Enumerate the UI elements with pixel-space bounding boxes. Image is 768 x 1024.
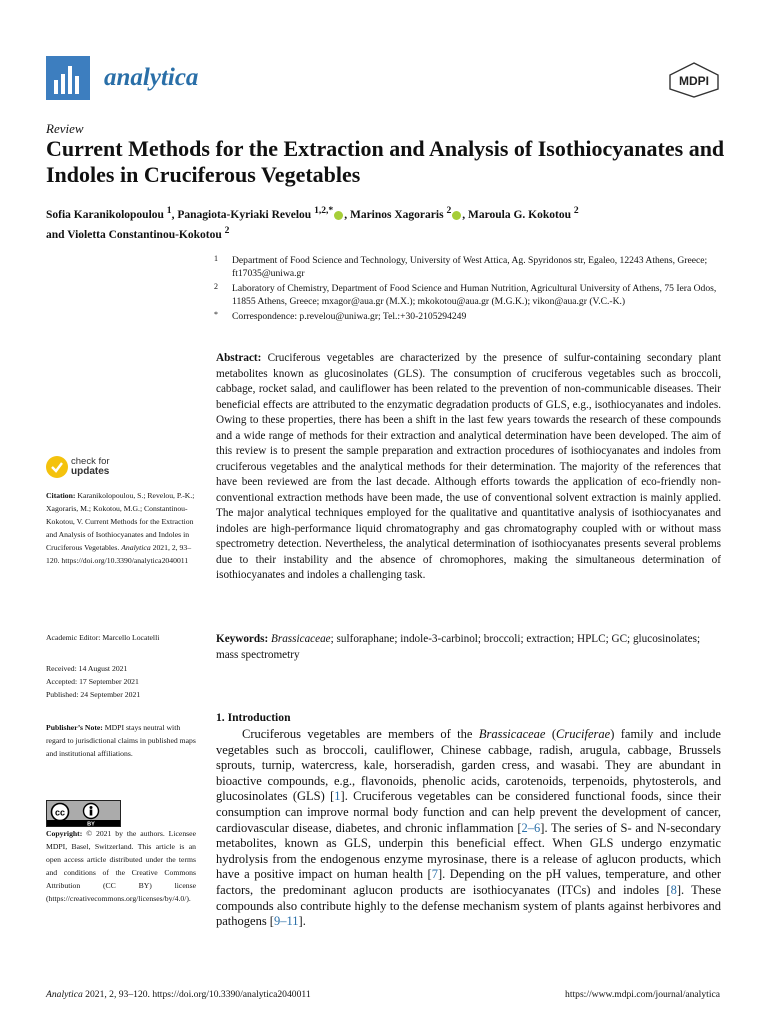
citation-link[interactable]: 1 [334,789,341,804]
citation-text: Karanikolopoulou, S.; Revelou, P.-K.; Xagoraris, M.; Kokotou, M.G.; Constantinou-Kokotou, V. Current Methods for the Extraction and Analysis of Isothiocyanates and Indoles in Cruciferous Vegetables. [46,491,195,552]
orcid-icon[interactable] [452,211,461,220]
publisher-note [46,721,196,760]
copyright-text: © 2021 by the authors. Licensee MDPI, Basel, Switzerland. This article is an open access article distributed under the terms and conditions of the Creative Commons Attribution (CC BY) license (https://creativecommons.org/licenses/by/4.0/). [46,829,196,903]
author-list: Sofia Karanikolopoulou $^1$, Panagiota-Kyriaki Revelou $^{1,2,*}$ , Marinos Xagoraris $^2$ , Maroula G. Kokotou $^2$ and Violetta Constantinou-Kokotou $^2$ [46,205,579,241]
citation-link[interactable]: 9–11 [273,914,299,929]
author-5[interactable]: Violetta Constantinou-Kokotou [67,228,222,241]
published-date: Published: 24 September 2021 [46,690,141,699]
correspondence: * Correspondence: p.revelou@uniwa.gr; Tel.:+30-2105294249 [214,310,467,322]
author-1[interactable]: Sofia Karanikolopoulou [46,208,164,221]
abstract [216,351,721,584]
article-title: Current Methods for the Extraction and Analysis of Isothiocyanates and Indoles in Cruciferous Vegetables [46,136,725,187]
author-5-affil: 2 [224,224,230,236]
citation-tail: 2021, 2, 93–120. https://doi.org/10.3390/analytica2040011 [46,543,192,565]
svg-text:cc: cc [54,807,66,818]
affiliation-2: 2 Laboratory of Chemistry, Department of Food Science and Human Nutrition, Agricultural University of Athens, 75 Iera Odos, 11855 Athens, Greece; mxagor@aua.gr (M.X.); mkokotou@aua.gr (M.G.K.); vikon@aua.gr (V.C.-K.) [214,282,717,307]
check-label-1: check for [71,456,110,467]
check-for-updates-button[interactable] [46,454,166,482]
journal-logo-icon [46,56,90,100]
author-3[interactable]: Marinos Xagoraris [349,208,444,221]
abstract-text: Cruciferous vegetables are characterized by the presence of sulfur-containing secondary plant metabolites known as glucosinolates (GLS). The consumption of cruciferous vegetables such as broccoli, cabbage, rocket salad, and cauliflower has been related to the prevention of non-communicable diseases. Their beneficial effects are attributed to the enzymatic degradation products of GLS, e.g., isothiocyanates and indoles. Owing to these properties, there has been a shift in the last few years towards the research of these compounds and a wide range of methods for their extraction and analytical determination have been developed. The aim of this review is to present the sample preparation and extraction procedures of isothiocyanates and indoles from cruciferous vegetables and the analytical methods for their determination. The majority of the references that have been reviewed are from the last decade. Although efforts towards the application of eco-friendly non-conventional extraction methods have been made, the use of conventional solvent extraction is mainly applied. The major analytical techniques employed for the qualitative and quantitative analysis of isothiocyanates and indoles are high-performance liquid chromatography and gas chromatography coupled with or without mass spectrometry detection. Nevertheless, the analytical determination of isothiocyanates presents several problems due to their instability and the absence of chromophores, making the simultaneous determination of isothiocyanates and indoles a challenging task. [216,352,721,581]
author-5-prefix: and [46,228,65,241]
footer-tail: 2021, 2, 93–120. https://doi.org/10.3390/analytica2040011 [85,989,311,1000]
dates [46,662,196,701]
intro-paragraph: Cruciferous vegetables are members of the Brassicaceae (Cruciferae) family and include vegetables such as broccoli, cauliflower, Chinese cabbage, radish, arugula, cabbage, Brussels sprouts, turnip, watercress, kale, horseradish, garden cress, and wasabi. They are abundant in bioactive compounds, e.g., flavonoids, phenolic acids, carotenoids, terpenoids, phytosterols, and glucosinolates (GLS) [1]. Cruciferous vegetables can be considered functional foods, since their consumption can improve normal body function and can help prevent the development of cancer, cardiovascular disease, diabetes, and chronic inflammation [2–6]. The series of S- and N-secondary metabolites, known as GLS, underpin this beneficial effect. When GLS undergo enzymatic hydrolysis from the endogenous enzyme myrosinase, there is a release of aglucon products, which have a positive impact on human health [7]. Depending on the pH values, temperature, and other factors, the predominant aglucon products are isothiocyanates (ITCs) and indoles [8]. These compounds also contribute highly to the defense mechanism system of plants against herbivores and pathogens [9–11]. [216,727,721,929]
author-2[interactable]: Panagiota-Kyriaki Revelou [177,208,312,221]
received-date: Received: 14 August 2021 [46,664,128,673]
citation-link[interactable]: 8 [670,882,677,897]
footer-journal: Analytica [46,989,83,1000]
citation [46,489,196,567]
citation-journal: Analytica [121,543,151,552]
citation-link[interactable]: 2–6 [521,820,541,835]
keywords [216,632,721,663]
citation-label: Citation: [46,491,76,500]
author-2-affil: 1,2,* [314,205,334,216]
affiliations [214,254,724,325]
copyright [46,827,196,905]
footer-citation [46,989,311,1000]
orcid-icon[interactable] [334,211,343,220]
mdpi-logo-text: MDPI [679,74,709,88]
publisher-note-text: MDPI stays neutral with regard to jurisdictional claims in published maps and institutional affiliations. [46,723,196,758]
keyword-first: Brassicaceae [271,633,331,645]
keywords-label: Keywords: [216,633,269,645]
article-type: Review [46,121,84,136]
mdpi-logo-icon [668,62,720,98]
journal-name: analytica [104,64,199,91]
accepted-date: Accepted: 17 September 2021 [46,677,139,686]
copyright-label: Copyright: [46,829,83,838]
section-heading: 1. Introduction [216,711,291,724]
author-1-affil: 1 [166,205,172,216]
author-4[interactable]: Maroula G. Kokotou [467,208,571,221]
keywords-rest: ; sulforaphane; indole-3-carbinol; broccoli; extraction; HPLC; GC; glucosinolates; mass spectrometry [216,633,701,661]
citation-link[interactable]: 7 [431,867,438,882]
academic-editor: Academic Editor: Marcello Locatelli [46,633,160,642]
abstract-label: Abstract: [216,352,262,364]
check-label-2: updates [71,466,110,477]
author-4-affil: 2 [573,205,579,216]
cc-by-label: BY [87,821,95,826]
check-icon [46,456,68,478]
affiliation-1: 1 Department of Food Science and Technology, University of West Attica, Ag. Spyridonos str, Egaleo, 12243 Athens, Greece; ft17035@uniwa.gr [214,254,708,279]
author-3-affil: 2 [446,205,452,216]
cc-by-license-badge[interactable] [46,800,121,827]
footer-url[interactable]: https://www.mdpi.com/journal/analytica [565,989,720,1000]
publisher-note-label: Publisher’s Note: [46,723,103,732]
